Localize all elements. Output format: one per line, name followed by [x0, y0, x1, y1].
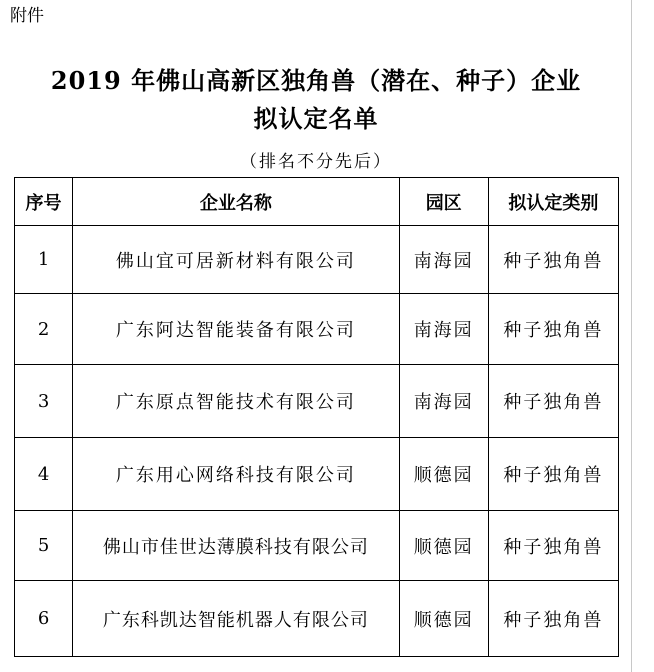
- document-subtitle: （排名不分先后）: [240, 152, 392, 172]
- document-title-line1: 2019 年佛山高新区独角兽（潜在、种子）企业: [50, 66, 582, 95]
- category: 种子独角兽: [488, 365, 618, 438]
- company-name: 广东用心网络科技有限公司: [73, 438, 400, 511]
- table-row: [15, 511, 619, 581]
- column-header-number: 序号: [15, 178, 73, 226]
- column-header-category: 拟认定类别: [488, 178, 618, 226]
- column-header-company-name: 企业名称: [73, 178, 400, 226]
- company-name: 广东科凯达智能机器人有限公司: [73, 581, 400, 657]
- table-row: [15, 438, 619, 511]
- row-number: 2: [15, 294, 73, 365]
- park-name: 南海园: [399, 294, 488, 365]
- attachment-label: 附件: [10, 6, 44, 26]
- table-row: [15, 294, 619, 365]
- company-name: 广东原点智能技术有限公司: [73, 365, 400, 438]
- park-name: 南海园: [399, 226, 488, 294]
- category: 种子独角兽: [488, 294, 618, 365]
- document-title-line2: 拟认定名单: [253, 104, 379, 133]
- table-row: [15, 365, 619, 438]
- table-header-row: [15, 178, 619, 226]
- column-header-park: 园区: [399, 178, 488, 226]
- enterprise-list-table: [14, 177, 619, 657]
- company-name: 广东阿达智能装备有限公司: [73, 294, 400, 365]
- company-name: 佛山宜可居新材料有限公司: [73, 226, 400, 294]
- row-number: 6: [15, 581, 73, 657]
- row-number: 4: [15, 438, 73, 511]
- category: 种子独角兽: [488, 226, 618, 294]
- table-row: [15, 226, 619, 294]
- park-name: 顺德园: [399, 511, 488, 581]
- page-edge-line: [631, 0, 632, 672]
- company-name: 佛山市佳世达薄膜科技有限公司: [73, 511, 400, 581]
- park-name: 顺德园: [399, 438, 488, 511]
- row-number: 5: [15, 511, 73, 581]
- park-name: 南海园: [399, 365, 488, 438]
- park-name: 顺德园: [399, 581, 488, 657]
- row-number: 1: [15, 226, 73, 294]
- table-row: [15, 581, 619, 657]
- row-number: 3: [15, 365, 73, 438]
- category: 种子独角兽: [488, 438, 618, 511]
- category: 种子独角兽: [488, 581, 618, 657]
- category: 种子独角兽: [488, 511, 618, 581]
